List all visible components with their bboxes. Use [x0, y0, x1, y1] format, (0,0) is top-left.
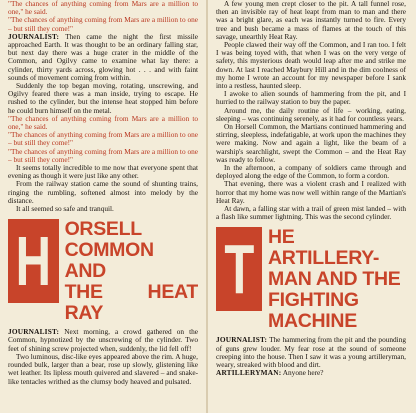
quoted-line [8, 148, 198, 164]
chapter-title-line: COMMON AND [64, 239, 154, 283]
body-paragraph [8, 205, 198, 213]
right-bottom-text [216, 336, 406, 377]
quote-text: "The chances of anything coming from Mars are a million to one – but still they come!" [8, 146, 198, 164]
left-top-text [8, 0, 198, 213]
chapter-heading-artilleryman [216, 227, 406, 332]
body-paragraph [8, 180, 198, 205]
body-paragraph [216, 41, 406, 90]
paragraph-text: From the railway station came the sound of shunting trains, ringing the rumbling, softened almost into melody by the distance. [8, 179, 198, 205]
speaker-label: JOURNALIST: [8, 327, 60, 337]
paragraph-text: It seems totally incredible to me now that everyone spent that evening as though it were just like any other. [8, 163, 198, 181]
body-paragraph [216, 123, 406, 164]
paragraph-text: Suddenly the top began moving, rotating, unscrewing, and Ogilvy feared there was a man inside, trying to escape. He rushed to the cylinder, but the intense heat stopped him before he could burn himself on the metal. [8, 81, 198, 115]
speech-paragraph [8, 328, 198, 353]
paragraph-text: In the afternoon, a company of soldiers came through and deployed along the edge of the Common, to form a cordon. [216, 163, 406, 181]
body-paragraph [216, 205, 406, 221]
drop-cap-letter: H [15, 222, 51, 301]
paragraph-text: It all seemed so safe and tranquil. [16, 204, 114, 214]
body-paragraph [8, 82, 198, 115]
speech-text: Anyone here? [282, 368, 324, 378]
speech-paragraph [216, 336, 406, 369]
quote-text: "The chances of anything coming from Mars are a million to one," he said. [8, 113, 198, 132]
drop-cap [8, 219, 59, 303]
paragraph-text: At dawn, a falling star with a trail of green mist landed – with a flash like summer lightning. This was the second cylinder. [216, 204, 406, 222]
left-column [8, 0, 198, 413]
chapter-title-line: MACHINE [268, 310, 357, 333]
column-divider [206, 0, 208, 413]
drop-cap-letter: T [224, 230, 254, 309]
body-paragraph [216, 90, 406, 106]
quoted-line [8, 0, 198, 16]
paragraph-text: People clawed their way off the Common, and I ran too. I felt I was being toyed with, that when I was on the very verge of safety, this mysterious death would leap after me and strike me down. At last I reached Maybury Hill and in the dim coolness of my home I wrote an account for my newspaper before I sank into a restless, haunted sleep. [216, 40, 406, 91]
chapter-title-line: FIGHTING [268, 289, 359, 312]
paragraph-text: I awoke to alien sounds of hammering from the pit, and I hurried to the railway station to buy the paper. [216, 89, 406, 107]
paragraph-text: Around me, the daily routine of life – working, eating, sleeping – was continuing serenely, as it had for countless years. [216, 105, 406, 123]
left-bottom-text [8, 328, 198, 385]
speaker-label: JOURNALIST: [8, 31, 60, 41]
quote-text: "The chances of anything coming from Mars are a million to one – but still they come!" [8, 130, 198, 148]
quoted-line [8, 115, 198, 131]
chapter-heading-horsell [8, 219, 198, 324]
quoted-line [8, 131, 198, 147]
body-paragraph [8, 164, 198, 180]
chapter-title-line: HE ARTILLERY- [268, 226, 380, 270]
body-paragraph [216, 107, 406, 123]
chapter-title [65, 219, 198, 324]
right-column [216, 0, 406, 413]
speaker-label: JOURNALIST: [216, 335, 268, 345]
body-paragraph [216, 0, 406, 41]
quoted-line [8, 16, 198, 32]
speech-text: The hammering from the pit and the pounding of guns grew louder. My fear rose at the sound of someone creeping into the house. Then I saw it was a young artilleryman, weary, streaked with blood and dirt. [216, 335, 406, 370]
chapter-title-line: ORSELL [64, 218, 142, 241]
chapter-title-line: MAN AND THE [268, 268, 401, 291]
paragraph-text: That evening, there was a violent crash and I realized with horror that my home was now well within range of the Martian's Heat Ray. [216, 179, 406, 205]
body-paragraph [8, 353, 198, 386]
quote-text: "The chances of anything coming from Mars are a million to one," he said. [8, 0, 198, 17]
paragraph-text: A few young men crept closer to the pit. A tall funnel rose, then an invisible ray of heat leapt from man to man and there was a bright glare, as each was instantly turned to fire. Every tree and bush became a mass of flames at the touch of this savage, unearthly Heat Ray. [216, 0, 406, 41]
paragraph-text: Two luminous, disc-like eyes appeared above the rim. A huge, rounded bulk, larger than a bear, rose up slowly, glistening like wet leather. Its lipless mouth quivered and slavered – and snake-like tentacles writhed as the clumsy body heaved and pulsated. [8, 351, 198, 386]
speaker-label: ARTILLERYMAN: [216, 368, 282, 378]
paragraph-text: On Horsell Common, the Martians continued hammering and stirring, sleepless, indefatigable, at work upon the machines they were making. Now and again a light, like the beam of a warship's searchlight, swept the Common – and the Heat Ray was ready to follow. [216, 122, 406, 164]
body-paragraph [216, 180, 406, 205]
right-top-text [216, 0, 406, 221]
drop-cap [216, 227, 262, 311]
speech-text: Next morning, a crowd gathered on the Common, hypnotized by the unscrewing of the cylinder. Two feet of shining screw projected when, suddenly, the lid fell off! [8, 327, 198, 353]
speech-paragraph [8, 33, 198, 82]
chapter-title-line: THE HEAT RAY [64, 281, 198, 325]
body-paragraph [216, 164, 406, 180]
chapter-title [268, 227, 406, 332]
speech-text: Then came the night the first missile approached Earth. It was thought to be an ordinary falling star, but next day there was a huge crater in the middle of the Common, and Ogilvy came to examine what lay there: a cylinder, thirty yards across, glowing hot . . . and with faint sounds of movement coming from within. [8, 31, 198, 82]
speech-paragraph [216, 369, 406, 377]
quote-text: "The chances of anything coming from Mars are a million to one – but still they come!" [8, 15, 198, 33]
